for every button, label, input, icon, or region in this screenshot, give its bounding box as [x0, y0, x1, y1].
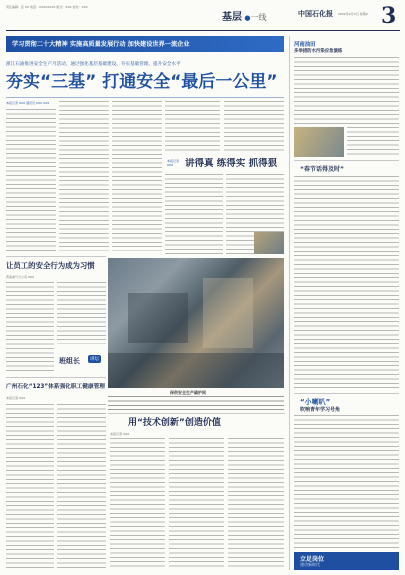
mid-story-thumbnail — [254, 232, 284, 254]
mid-story-byline: 本报记者 XXX — [167, 159, 180, 167]
sidebar-body-top — [294, 57, 399, 125]
page-number: 3 — [381, 3, 397, 29]
sidebar-quote-sub: 吹响青年学习号角 — [300, 407, 341, 413]
sidebar-bottom-sub: 建功新时代 — [300, 562, 320, 567]
sidebar-column-body — [294, 176, 399, 390]
innovation-body-col2 — [169, 438, 224, 570]
news-photo — [108, 258, 284, 388]
section-title: 基层 ●一线 — [222, 12, 267, 23]
innovation-body-col3 — [228, 438, 284, 570]
feature-top-rule — [6, 377, 106, 378]
opinion-body-col1 — [6, 282, 54, 374]
sidebar-rule-1 — [294, 160, 399, 161]
feature-title: 广州石化“123”体系强化职工健康管理 — [6, 384, 105, 390]
lead-title: 夯实“三基” 打通安全“最后一公里” — [6, 72, 278, 92]
sidebar-photo-side-text — [347, 127, 399, 157]
masthead-rule — [6, 30, 400, 31]
feature-body-col1 — [6, 404, 54, 570]
opinion-byline: 西南油气分公司 XXX — [6, 275, 35, 279]
mid-story-title: 讲得真 练得实 抓得狠 — [185, 158, 278, 169]
feature-byline: 本报记者 XXX — [6, 396, 26, 400]
sidebar-rule-2 — [294, 393, 399, 394]
lead-body-col5 — [224, 101, 284, 151]
photo-detail-a — [128, 293, 188, 343]
opinion-body-col2 — [57, 282, 106, 344]
sidebar-quote-title: “小喇叭” — [300, 398, 331, 406]
lead-body-col3 — [112, 101, 162, 251]
innovation-top-rule — [108, 413, 285, 414]
column-label — [57, 348, 106, 374]
feature-body-col2 — [57, 404, 106, 570]
photo-caption-title: 保供安全生产确护网 — [170, 390, 206, 395]
sidebar-bottom-badge — [294, 552, 399, 570]
sidebar-photo — [294, 127, 344, 157]
lead-kicker: 浙江石油推进安全生产月活动，通过强化基层基础建设，夯实基础管理、提升安全水平 — [6, 62, 181, 67]
column-label-badge: 讲坛 — [90, 357, 99, 362]
lead-byline: 本报记者 XXX 通讯员 XXX XXX — [6, 101, 50, 105]
slogan-text: 学习贯彻二十大精神 实施高质量发展行动 加快建设世界一流企业 — [12, 41, 190, 48]
photo-detail-c — [108, 353, 284, 388]
opinion-top-rule — [6, 256, 106, 257]
mid-story-body-col1 — [165, 174, 223, 254]
sidebar-divider — [289, 36, 290, 570]
masthead-info: 责任编辑：张 XX 电话：XXXXXXXX 版式：XXX 校对：XXX — [6, 5, 88, 9]
innovation-byline: 本报记者 XXX — [110, 432, 130, 436]
innovation-body-col1 — [110, 438, 165, 570]
lead-body-col1 — [6, 109, 56, 251]
paper-logo: 中国石化报 — [298, 9, 333, 18]
photo-caption-body — [108, 396, 284, 410]
sidebar-bottom-title: 立足岗位 — [300, 556, 325, 563]
lead-title-rule — [6, 97, 284, 98]
photo-detail-b — [203, 278, 253, 348]
sidebar-brand: 河南油田 — [294, 42, 316, 48]
column-label-text: 班组长 — [59, 356, 80, 365]
lead-body-col2 — [59, 101, 109, 251]
slogan-banner — [6, 36, 284, 52]
sidebar-quote-body — [294, 415, 399, 549]
opinion-title: 让员工的安全行为成为习惯 — [6, 261, 95, 270]
sidebar-headline: 多举措防水污染应急演练 — [294, 49, 343, 54]
sidebar-column-title: “春节话得及时” — [300, 166, 344, 173]
innovation-title: 用“技术创新”创造价值 — [128, 418, 221, 428]
lead-body-col4 — [165, 101, 220, 151]
issue-date: 2022年X月X日 星期X — [338, 12, 368, 16]
masthead — [0, 0, 405, 40]
